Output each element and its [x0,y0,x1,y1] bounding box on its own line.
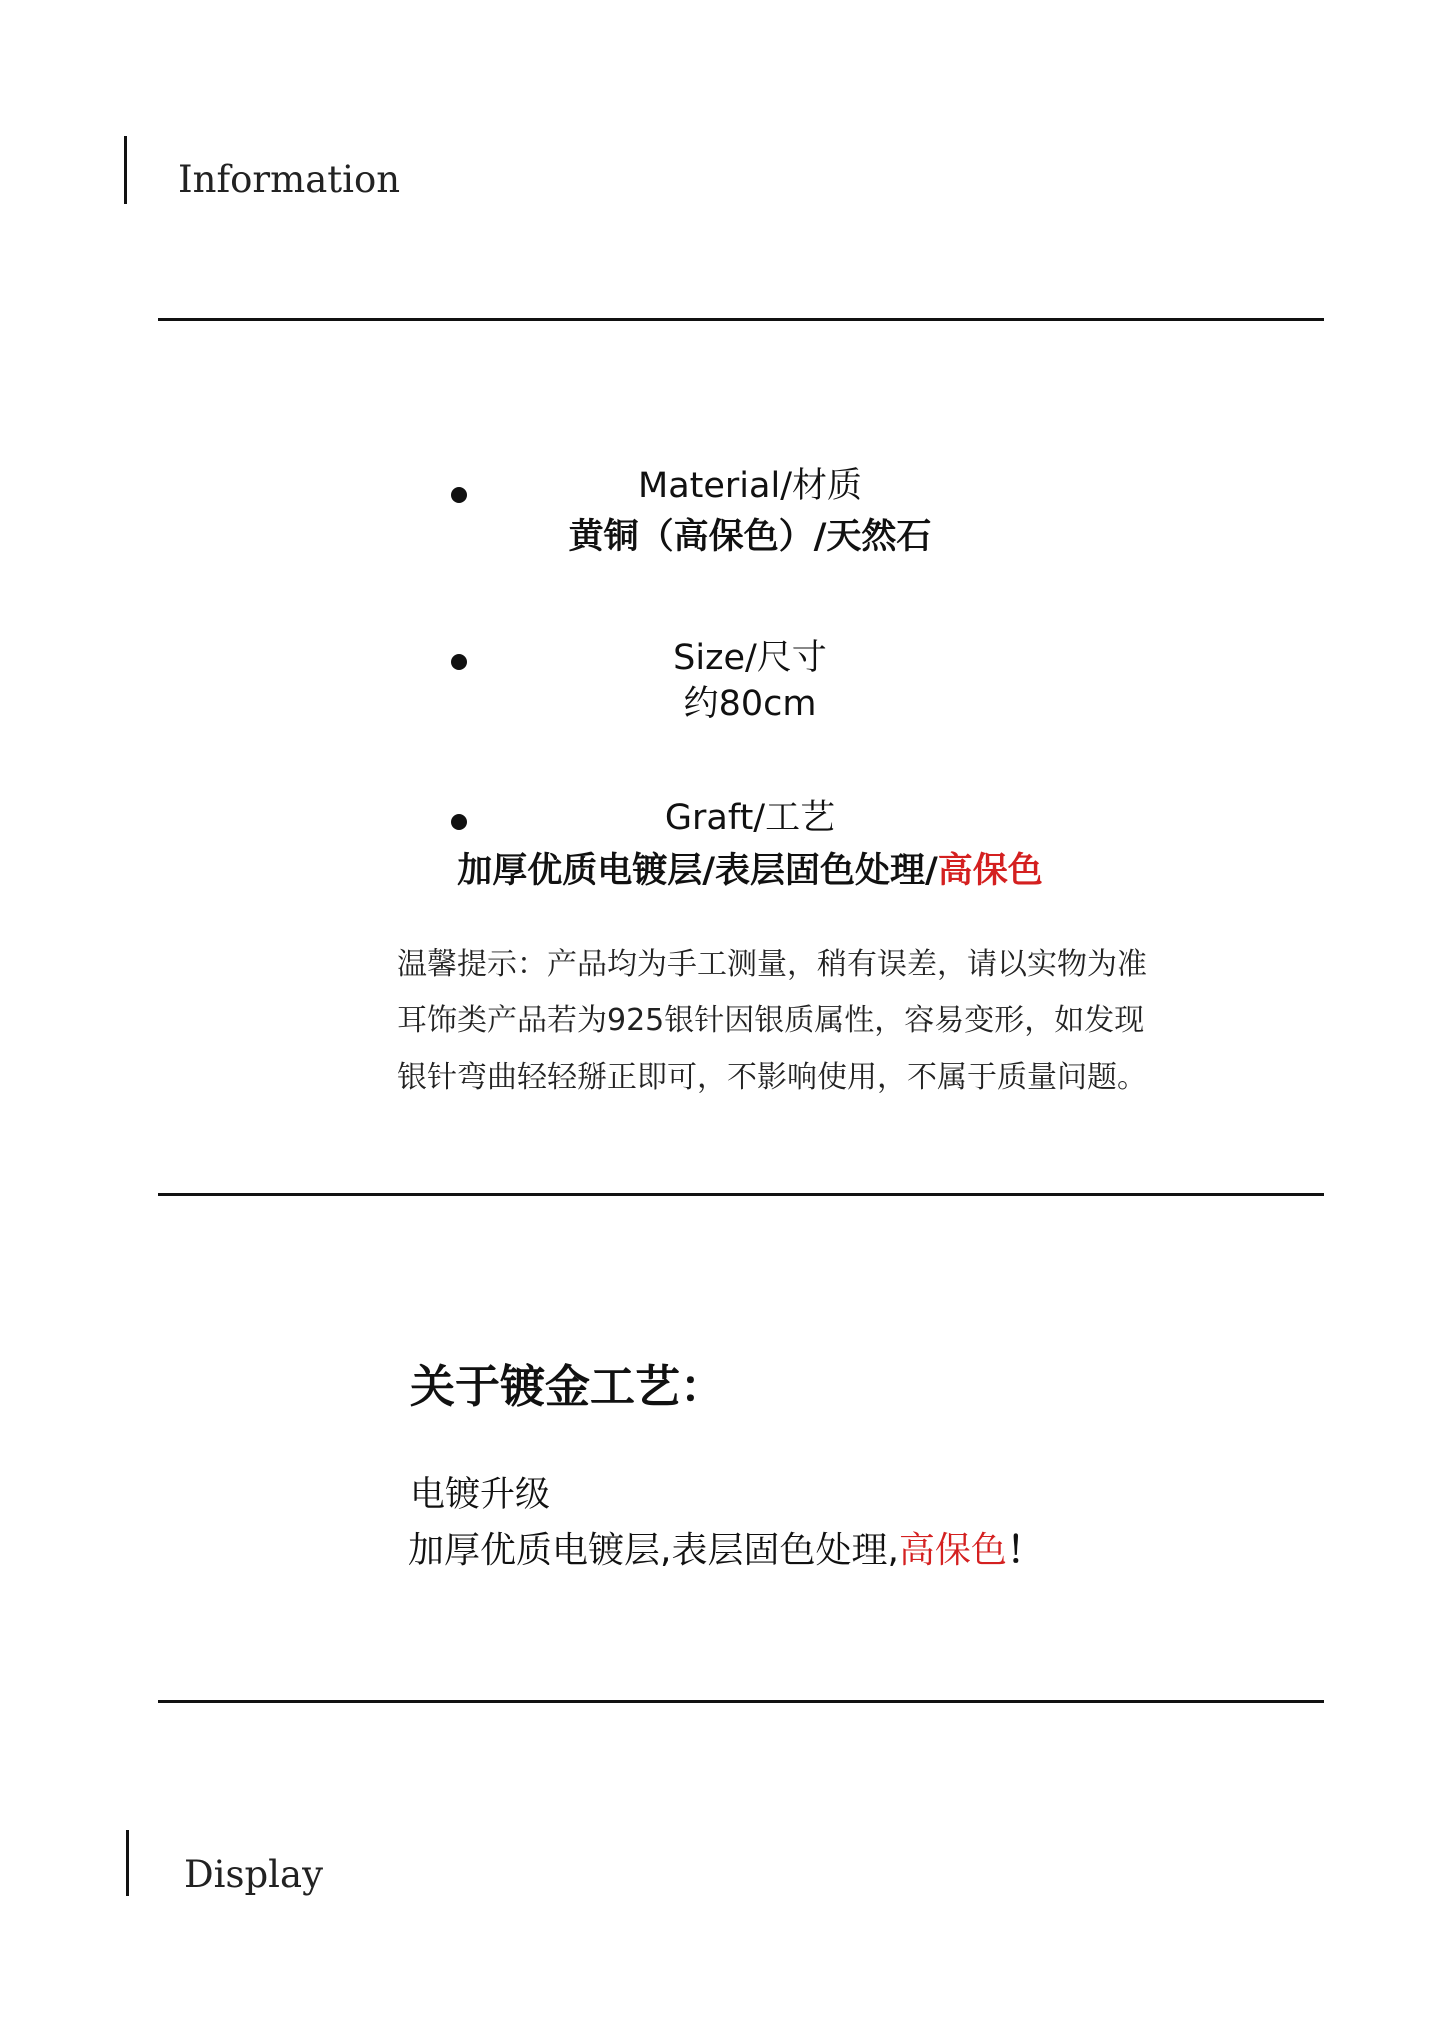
plating-description-highlight: 高保色 [898,1530,1007,1571]
information-section-bar [124,136,127,204]
plating-description [408,1522,1043,1573]
notice-line-1: 温馨提示：产品均为手工测量，稍有误差，请以实物为准 [397,947,1147,982]
display-section-title: Display [184,1853,323,1896]
display-section-bar [126,1830,129,1896]
plating-heading: 关于镀金工艺： [410,1360,726,1413]
divider-top [158,318,1324,321]
plating-description-text: 加厚优质电镀层,表层固色处理, [408,1530,899,1571]
craft-label: Graft/工艺 [664,798,836,838]
divider-middle [158,1193,1324,1196]
notice-line-2: 耳饰类产品若为925银针因银质属性，容易变形，如发现 [397,1003,1145,1038]
size-label: Size/尺寸 [673,638,827,678]
craft-value-highlight: 高保色 [937,851,1043,891]
size-value: 约80cm [683,684,817,724]
material-label: Material/材质 [638,466,862,506]
divider-bottom [158,1700,1324,1703]
craft-value-text: 加厚优质电镀层/表层固色处理/ [457,851,938,891]
plating-subheading: 电镀升级 [410,1475,551,1515]
notice-line-3: 银针弯曲轻轻掰正即可，不影响使用，不属于质量问题。 [397,1060,1147,1095]
plating-description-suffix: ！ [1006,1530,1043,1571]
information-section-title: Information [178,158,401,201]
material-value: 黄铜（高保色）/天然石 [568,517,932,557]
craft-value [0,843,1440,893]
